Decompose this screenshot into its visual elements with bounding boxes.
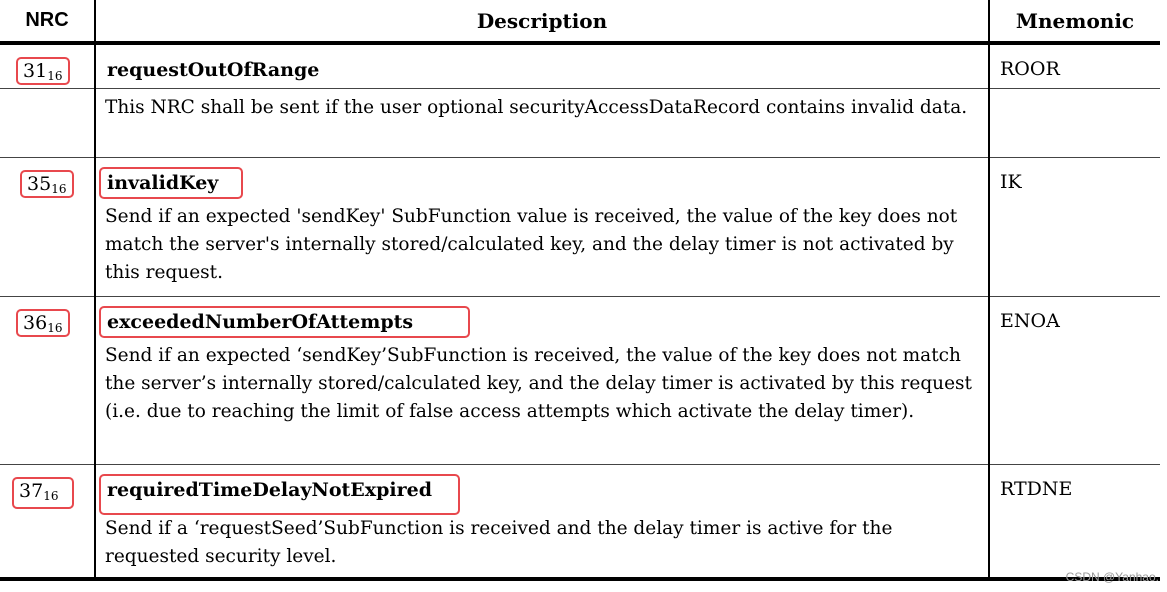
nrc-name: invalidKey bbox=[107, 171, 219, 194]
mnemonic-cell bbox=[989, 464, 1160, 579]
nrc-code-highlight bbox=[20, 170, 74, 198]
table-row bbox=[0, 88, 1160, 157]
nrc-subscript: 16 bbox=[51, 181, 67, 196]
nrc-cell bbox=[0, 88, 95, 157]
mnemonic: IK bbox=[1000, 170, 1022, 193]
nrc-code-highlight bbox=[16, 309, 70, 337]
mnemonic: ENOA bbox=[1000, 309, 1060, 332]
table-row bbox=[0, 157, 1160, 296]
description-cell bbox=[95, 88, 989, 157]
description-cell bbox=[95, 157, 989, 296]
mnemonic-cell bbox=[989, 157, 1160, 296]
nrc-name-highlight bbox=[99, 474, 460, 515]
nrc-subscript: 16 bbox=[47, 320, 63, 335]
nrc-cell bbox=[0, 157, 95, 296]
nrc-description: This NRC shall be sent if the user optional securityAccessDataRecord contains invalid data. bbox=[105, 96, 968, 118]
watermark: CSDN @Yanhao. bbox=[1065, 570, 1159, 584]
mnemonic-cell bbox=[989, 43, 1160, 88]
nrc-name-highlight bbox=[99, 167, 243, 199]
nrc-description: Send if an expected ‘sendKey’SubFunction is received, the value of the key does not match the server’s internally stored/calculated key, and the delay timer is activated by this request (i.e. due to reaching the limit of false access attempts which activate the delay timer). bbox=[105, 344, 972, 422]
mnemonic-cell bbox=[989, 88, 1160, 157]
nrc-description: Send if an expected 'sendKey' SubFunction value is received, the value of the key does not match the server's internally stored/calculated key, and the delay timer is not activated by this request. bbox=[105, 205, 958, 283]
nrc-code: 37 bbox=[19, 479, 44, 502]
table-row bbox=[0, 296, 1160, 464]
nrc-name: requestOutOfRange bbox=[107, 59, 320, 81]
mnemonic: ROOR bbox=[1000, 58, 1060, 80]
nrc-cell bbox=[0, 464, 95, 579]
nrc-description: Send if a ‘requestSeed’SubFunction is received and the delay timer is active for the requested security level. bbox=[105, 517, 893, 567]
description-cell bbox=[95, 296, 989, 464]
table-row bbox=[0, 43, 1160, 88]
header-nrc: NRC bbox=[0, 0, 95, 43]
description-cell bbox=[95, 43, 989, 88]
nrc-cell bbox=[0, 296, 95, 464]
nrc-subscript: 16 bbox=[43, 488, 59, 503]
nrc-name: requiredTimeDelayNotExpired bbox=[107, 478, 432, 501]
header-mnemonic: Mnemonic bbox=[989, 0, 1160, 43]
mnemonic: RTDNE bbox=[1000, 477, 1073, 500]
nrc-code: 31 bbox=[23, 60, 48, 82]
mnemonic-cell bbox=[989, 296, 1160, 464]
nrc-code: 35 bbox=[27, 172, 52, 195]
description-cell bbox=[95, 464, 989, 579]
nrc-name: exceededNumberOfAttempts bbox=[107, 310, 414, 333]
header-row bbox=[0, 0, 1160, 43]
nrc-code-highlight bbox=[16, 57, 70, 85]
nrc-subscript: 16 bbox=[47, 69, 63, 83]
header-description: Description bbox=[95, 0, 989, 43]
table-row bbox=[0, 464, 1160, 579]
nrc-code: 36 bbox=[23, 311, 48, 334]
nrc-code-highlight bbox=[12, 477, 74, 509]
nrc-cell bbox=[0, 43, 95, 88]
nrc-name-highlight bbox=[99, 306, 470, 338]
